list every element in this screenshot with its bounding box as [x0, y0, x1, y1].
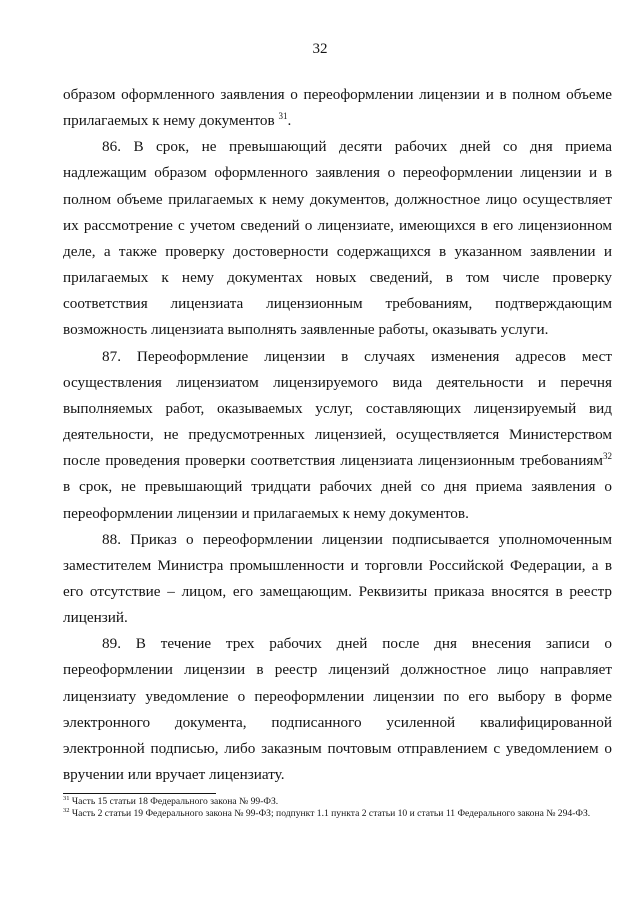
- paragraph-continuation: [63, 82, 612, 134]
- document-body: [63, 82, 612, 788]
- paragraph-text: образом оформленного заявления о переоформлении лицензии и в полном объеме прилагаемых к нему документов: [63, 86, 612, 130]
- paragraph-88: 88. Приказ о переоформлении лицензии подписывается уполномоченным заместителем Министра промышленности и торговли Российской Федерации, а в его отсутствие – лицом, его замещающим. Реквизиты приказа вносятся в реестр лицензий.: [63, 530, 612, 627]
- paragraph-text-tail: в срок, не превышающий тридцати рабочих дней со дня приема заявления о переоформлении лицензии и прилагаемых к нему документов.: [63, 478, 612, 522]
- footnote-31: [63, 796, 612, 808]
- footnote-ref-31: 31: [278, 111, 288, 122]
- paragraph-text: 87. Переоформление лицензии в случаях изменения адресов мест осуществления лицензиатом лицензируемого вида деятельности и перечня выполняемых работ, оказываемых услуг, составляющих лицензируемый вид деятельности, не предусмотренных лицензией, осуществляется Министерством после проведения проверки соответствия лицензиата лицензионным требованиям: [63, 347, 612, 470]
- paragraph-87: [63, 344, 612, 527]
- paragraph-89: 89. В течение трех рабочих дней после дня внесения записи о переоформлении лицензии в реестр лицензий должностное лицо направляет лицензиату уведомление о переоформлении лицензии по его выбору в форме электронного документа, подписанного усиленной квалифицированной электронной подписью, либо заказным почтовым отправлением с уведомлением о вручении или вручает лицензиату.: [63, 635, 612, 784]
- paragraph-text-tail: .: [287, 112, 292, 130]
- footnote-text: Часть 2 статьи 19 Федерального закона № 99-ФЗ; подпункт 1.1 пункта 2 статьи 10 и статьи 11 Федерального закона № 294-ФЗ.: [69, 808, 591, 819]
- footnote-mark: 31: [63, 794, 70, 802]
- footnote-ref-32: 32: [603, 451, 612, 462]
- paragraph-86: 86. В срок, не превышающий десяти рабочих дней со дня приема надлежащим образом оформленного заявления о переоформлении лицензии и в полном объеме прилагаемых к нему документов, должностное лицо осуществляет их рассмотрение с учетом сведений о лицензиате, имеющихся в его лицензионном деле, а также проверку достоверности содержащихся в указанном заявлении и прилагаемых к нему документах новых сведений, в том числе проверку соответствия лицензиата лицензионным требованиям, подтверждающим возможность лицензиата выполнять заявленные работы, оказывать услуги.: [63, 138, 612, 339]
- page-number: 32: [312, 41, 328, 57]
- footnotes: [63, 796, 612, 820]
- footnote-text: Часть 15 статьи 18 Федерального закона № 99-ФЗ.: [69, 796, 279, 807]
- footnote-32: [63, 808, 612, 820]
- footnote-mark: 32: [63, 806, 70, 814]
- footnote-separator: [63, 793, 216, 794]
